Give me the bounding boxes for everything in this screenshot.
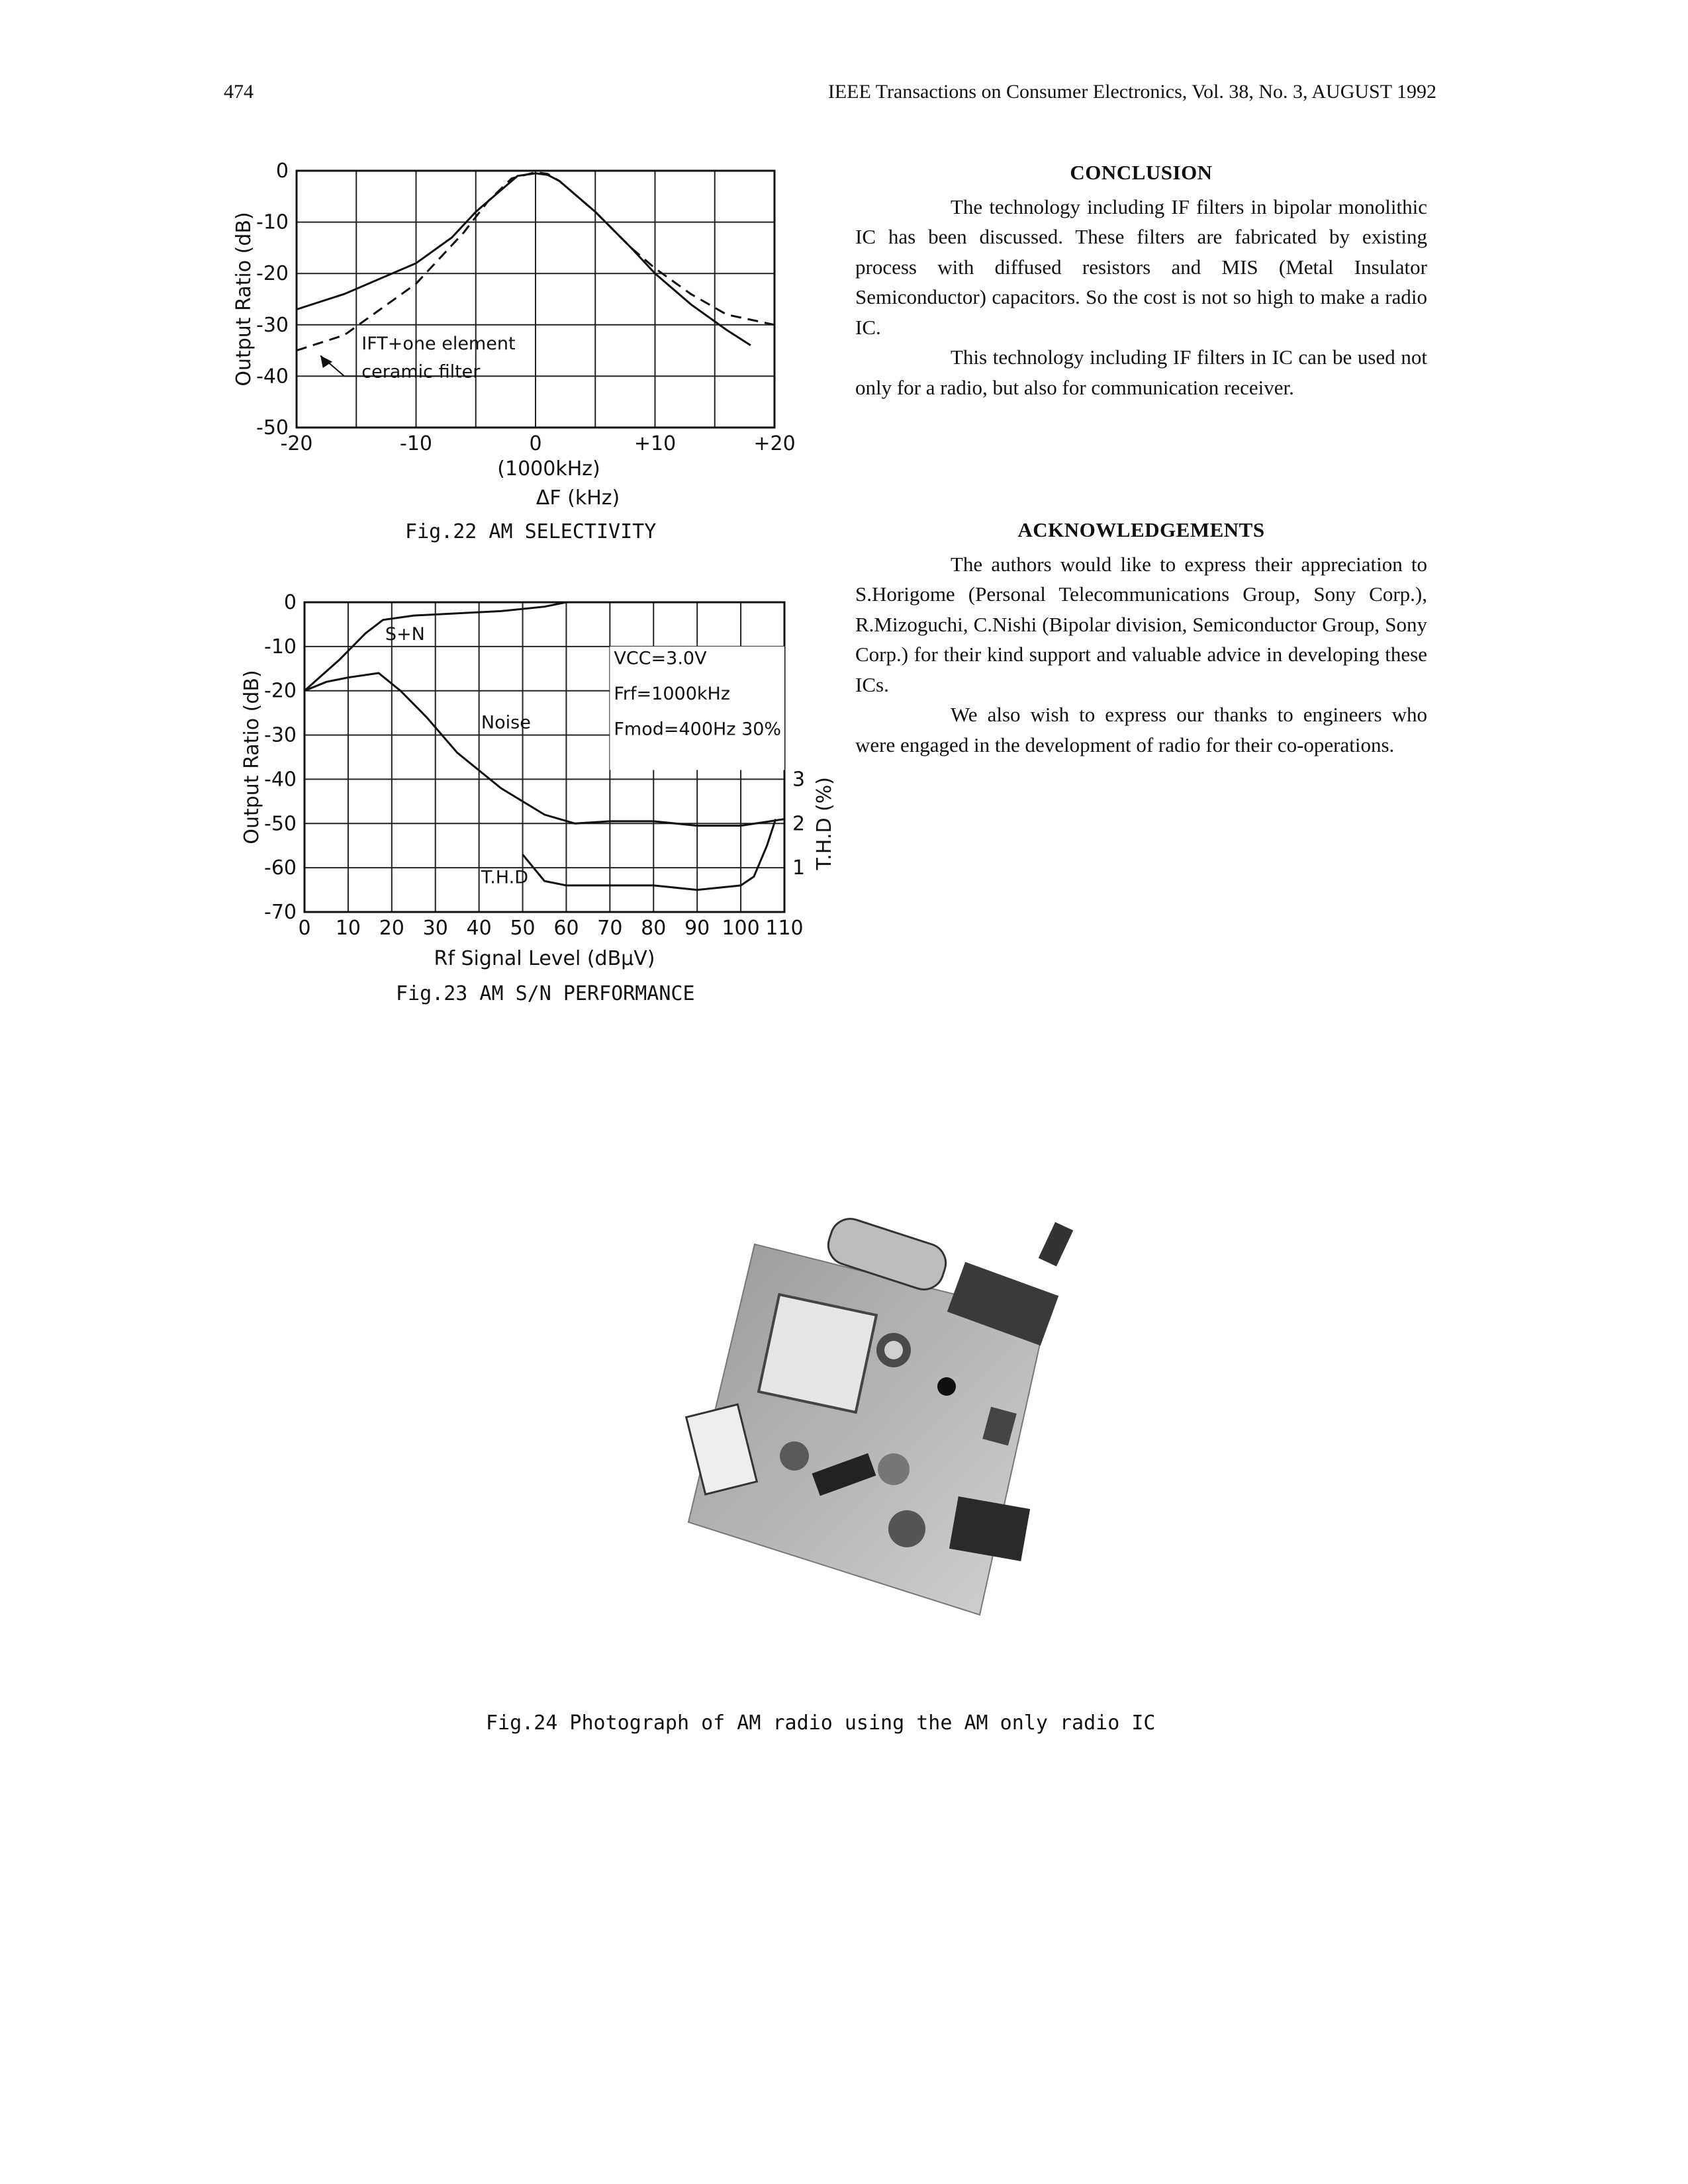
fig23-chart [218,582,841,979]
page-number: 474 [224,81,254,103]
fig23-x-tick-label: 0 [298,917,311,940]
acknowledgements-paragraph-1: The authors would like to express their appreciation to S.Horigome (Personal Telecommunications Group, Sony Corp.), R.Mizoguchi, C.Nishi (Bipolar division, Semiconductor Group, Sony Corp.) for their kind support and valuable advice in developing these ICs. [855,552,1427,696]
am-radio-photograph [675,1218,1139,1628]
fig23-y-tick-label: -70 [264,901,297,924]
fig22-annotation-arrowhead [320,355,332,368]
acknowledgements-section [855,515,1427,760]
fig22-annotation-line1: IFT+one element [361,333,516,354]
fig22-x-axis-label: ΔF (kHz) [536,486,620,510]
fig23-y2-tick-label: 2 [792,812,806,836]
acknowledgements-paragraph-2: We also wish to express our thanks to engineers who were engaged in the development of radio for their co-operations. [855,703,1427,756]
fig24-caption: Fig.24 Photograph of AM radio using the AM only radio IC [486,1711,1156,1735]
fig23-series-label-thd: T.H.D [481,867,529,888]
fig22-x-tick-label: -10 [400,432,432,455]
fig22-x-tick-label: +10 [633,432,677,455]
fig22-y-tick-label: -20 [256,262,289,286]
fig23-y-tick-label: -50 [264,812,297,836]
fig22-x-tick-label: 0 [529,432,542,455]
fig23-x-tick-label: 10 [335,917,361,940]
running-head: IEEE Transactions on Consumer Electronics, Vol. 38, No. 3, AUGUST 1992 [827,81,1436,103]
fig23-y-tick-label: -10 [264,635,297,659]
fig23-series-label-s-n: S+N [385,623,425,645]
fig23-y-axis-label: Output Ratio (dB) [240,670,263,844]
conclusion-paragraph-2: This technology including IF filters in IC can be used not only for a radio, but also for communication receiver. [855,345,1427,399]
fig22-annotation-line2: ceramic filter [361,361,481,383]
fig23-x-tick-label: 40 [466,917,492,940]
fig22-y-tick-label: -50 [256,416,289,439]
fig22-caption: Fig.22 AM SELECTIVITY [405,520,657,543]
fig23-x-axis-label: Rf Signal Level (dBμV) [434,947,655,970]
fig22-x-tick-label: +20 [753,432,796,455]
fig23-condition-2: Frf=1000kHz [614,684,730,705]
fig23-y-tick-label: -30 [264,723,297,747]
fig23-series-line-t-h-d [523,819,776,890]
fig22-x-axis-unit: (1000kHz) [497,457,600,480]
fig23-x-tick-label: 90 [684,917,710,940]
fig23-y-tick-label: -40 [264,768,297,792]
fig23-figure [218,582,841,979]
fig23-series-label-noise: Noise [481,712,531,733]
fig23-x-tick-label: 50 [510,917,536,940]
fig23-y2-tick-label: 3 [792,768,806,792]
fig22-figure [218,159,814,556]
fig23-x-tick-label: 80 [641,917,667,940]
fig22-y-tick-label: 0 [275,159,289,183]
fig23-condition-1: VCC=3.0V [614,648,707,669]
fig23-y-tick-label: -60 [264,856,297,880]
acknowledgements-title: ACKNOWLEDGEMENTS [1017,518,1265,541]
fig23-x-tick-label: 110 [765,917,804,940]
fig22-chart [218,159,814,556]
fig22-y-tick-label: -40 [256,365,289,388]
fig23-x-tick-label: 100 [722,917,760,940]
fig23-x-tick-label: 20 [379,917,404,940]
conclusion-title: CONCLUSION [1070,161,1213,184]
conclusion-section [855,158,1427,402]
fig23-y-tick-label: 0 [283,591,297,614]
fig23-x-tick-label: 30 [422,917,448,940]
fig23-y2-axis-label: T.H.D (%) [813,777,836,870]
fig22-x-tick-label: -20 [280,432,313,455]
fig23-x-tick-label: 70 [597,917,623,940]
fig22-y-axis-label: Output Ratio (dB) [232,212,256,387]
fig23-condition-3: Fmod=400Hz 30% [614,719,782,740]
fig23-y-tick-label: -20 [264,679,297,703]
fig22-y-tick-label: -30 [256,313,289,337]
conclusion-paragraph-1: The technology including IF filters in bipolar monolithic IC has been discussed. These filters are fabricated by existing process with diffused resistors and MIS (Metal Insulator Semiconductor) capacitors. So the cost is not so high to make a radio IC. [855,195,1427,339]
fig23-y2-tick-label: 1 [792,856,806,880]
fig23-caption: Fig.23 AM S/N PERFORMANCE [396,982,695,1005]
fig22-y-tick-label: -10 [256,210,289,234]
fig23-x-tick-label: 60 [553,917,579,940]
